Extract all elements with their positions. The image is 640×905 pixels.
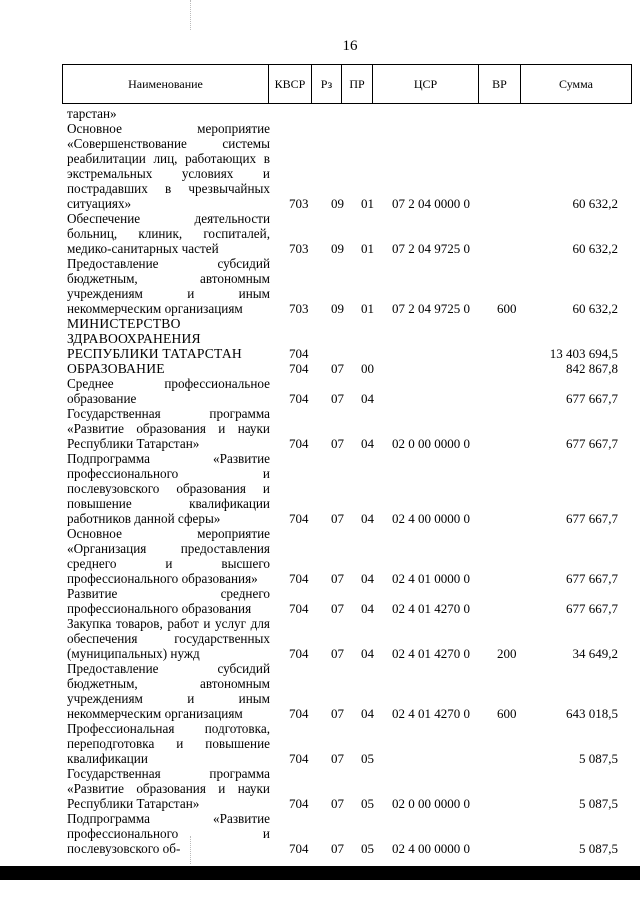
row-kvsr: 704 <box>289 436 309 451</box>
budget-table-body <box>0 106 640 856</box>
table-row <box>0 211 640 256</box>
table-row <box>0 406 640 451</box>
row-name: Подпрограмма «Развитие профессионального и послевузовского образования и повышение квалификации работников данной сферы» <box>67 451 270 526</box>
header-rz: Рз <box>312 65 342 104</box>
row-pr: 01 <box>361 196 374 211</box>
row-name: Профессиональная подготовка, переподготовка и повышение квалификации <box>67 721 270 766</box>
row-rz: 07 <box>331 751 344 766</box>
row-sum: 677 667,7 <box>566 571 618 586</box>
table-row <box>0 106 640 121</box>
row-rz: 07 <box>331 796 344 811</box>
row-kvsr: 704 <box>289 511 309 526</box>
row-rz: 07 <box>331 706 344 721</box>
row-rz: 07 <box>331 361 344 376</box>
row-pr: 01 <box>361 301 374 316</box>
table-row <box>0 616 640 661</box>
row-kvsr: 703 <box>289 196 309 211</box>
row-vr: 600 <box>497 301 517 316</box>
row-vr: 600 <box>497 706 517 721</box>
row-pr: 04 <box>361 601 374 616</box>
row-rz: 09 <box>331 241 344 256</box>
table-header <box>62 64 632 104</box>
row-csr: 07 2 04 9725 0 <box>392 301 470 316</box>
scan-border <box>0 866 640 880</box>
row-rz: 09 <box>331 301 344 316</box>
row-name: Предоставление субсидий бюджетным, автономным учреждениям и иным некоммерческим организациям <box>67 256 270 316</box>
table-row <box>0 586 640 616</box>
row-csr: 02 4 01 4270 0 <box>392 706 470 721</box>
row-name: ОБРАЗОВАНИЕ <box>67 361 165 376</box>
row-name: Обеспечение деятельности больниц, клиник, госпиталей, медико-санитарных частей <box>67 211 270 256</box>
scan-artifact <box>190 836 192 864</box>
table-row <box>0 316 640 361</box>
row-kvsr: 704 <box>289 706 309 721</box>
row-sum: 677 667,7 <box>566 601 618 616</box>
row-pr: 04 <box>361 571 374 586</box>
row-kvsr: 704 <box>289 391 309 406</box>
row-name: Развитие среднего профессионального образования <box>67 586 270 616</box>
row-pr: 04 <box>361 436 374 451</box>
row-rz: 07 <box>331 436 344 451</box>
row-name: Подпрограмма «Развитие профессионального и послевузовского об- <box>67 811 270 856</box>
row-sum: 5 087,5 <box>579 751 618 766</box>
row-rz: 07 <box>331 571 344 586</box>
row-csr: 02 0 00 0000 0 <box>392 796 470 811</box>
table-row <box>0 526 640 586</box>
row-csr: 02 4 01 0000 0 <box>392 571 470 586</box>
table-row <box>0 661 640 721</box>
row-kvsr: 703 <box>289 241 309 256</box>
row-pr: 05 <box>361 796 374 811</box>
row-kvsr: 704 <box>289 571 309 586</box>
row-name: Среднее профессиональное образование <box>67 376 270 406</box>
header-pr: ПР <box>342 65 373 104</box>
row-kvsr: 704 <box>289 751 309 766</box>
row-rz: 09 <box>331 196 344 211</box>
row-pr: 05 <box>361 751 374 766</box>
row-sum: 60 632,2 <box>572 301 618 316</box>
row-sum: 60 632,2 <box>572 241 618 256</box>
row-sum: 677 667,7 <box>566 391 618 406</box>
row-kvsr: 704 <box>289 601 309 616</box>
row-pr: 04 <box>361 391 374 406</box>
row-name: Государственная программа «Развитие образования и науки Республики Татарстан» <box>67 766 270 811</box>
row-csr: 02 0 00 0000 0 <box>392 436 470 451</box>
table-row <box>0 361 640 376</box>
row-name: МИНИСТЕРСТВО ЗДРАВООХРАНЕНИЯ РЕСПУБЛИКИ ТАТАРСТАН <box>67 316 242 361</box>
row-kvsr: 704 <box>289 361 309 376</box>
row-name: Основное мероприятие «Организация предоставления среднего и высшего профессионального образования» <box>67 526 270 586</box>
row-pr: 00 <box>361 361 374 376</box>
row-csr: 07 2 04 0000 0 <box>392 196 470 211</box>
row-sum: 60 632,2 <box>572 196 618 211</box>
header-csr: ЦСР <box>373 65 479 104</box>
row-pr: 05 <box>361 841 374 856</box>
row-sum: 677 667,7 <box>566 436 618 451</box>
header-vr: ВР <box>479 65 521 104</box>
row-pr: 04 <box>361 646 374 661</box>
row-rz: 07 <box>331 391 344 406</box>
page-number: 16 <box>342 38 358 54</box>
row-rz: 07 <box>331 511 344 526</box>
table-row <box>0 811 640 856</box>
row-csr: 02 4 00 0000 0 <box>392 841 470 856</box>
table-row <box>0 376 640 406</box>
row-pr: 04 <box>361 511 374 526</box>
row-csr: 02 4 01 4270 0 <box>392 601 470 616</box>
row-sum: 643 018,5 <box>566 706 618 721</box>
row-name: Основное мероприятие «Совершенствование системы реабилитации лиц, работающих в экстремальных условиях и пострадавших в чрезвычайных ситуациях» <box>67 121 270 211</box>
row-kvsr: 703 <box>289 301 309 316</box>
row-kvsr: 704 <box>289 646 309 661</box>
header-kvsr: КВСР <box>269 65 312 104</box>
row-rz: 07 <box>331 841 344 856</box>
header-name: Наименование <box>63 65 269 104</box>
row-sum: 13 403 694,5 <box>549 346 618 361</box>
row-name: Закупка товаров, работ и услуг для обеспечения государственных (муниципальных) нужд <box>67 616 270 661</box>
row-sum: 5 087,5 <box>579 841 618 856</box>
scan-artifact <box>190 0 192 30</box>
table-row <box>0 121 640 211</box>
row-sum: 34 649,2 <box>572 646 618 661</box>
row-pr: 01 <box>361 241 374 256</box>
row-kvsr: 704 <box>289 841 309 856</box>
row-name: Государственная программа «Развитие образования и науки Республики Татарстан» <box>67 406 270 451</box>
row-kvsr: 704 <box>289 346 309 361</box>
row-kvsr: 704 <box>289 796 309 811</box>
row-sum: 5 087,5 <box>579 796 618 811</box>
row-name: тарстан» <box>67 106 117 121</box>
row-name: Предоставление субсидий бюджетным, автономным учреждениям и иным некоммерческим организациям <box>67 661 270 721</box>
row-sum: 677 667,7 <box>566 511 618 526</box>
table-row <box>0 766 640 811</box>
row-csr: 07 2 04 9725 0 <box>392 241 470 256</box>
row-rz: 07 <box>331 646 344 661</box>
table-row <box>0 721 640 766</box>
row-rz: 07 <box>331 601 344 616</box>
header-sum: Сумма <box>521 65 632 104</box>
table-row <box>0 256 640 316</box>
table-row <box>0 451 640 526</box>
row-csr: 02 4 00 0000 0 <box>392 511 470 526</box>
row-vr: 200 <box>497 646 517 661</box>
row-sum: 842 867,8 <box>566 361 618 376</box>
row-pr: 04 <box>361 706 374 721</box>
row-csr: 02 4 01 4270 0 <box>392 646 470 661</box>
